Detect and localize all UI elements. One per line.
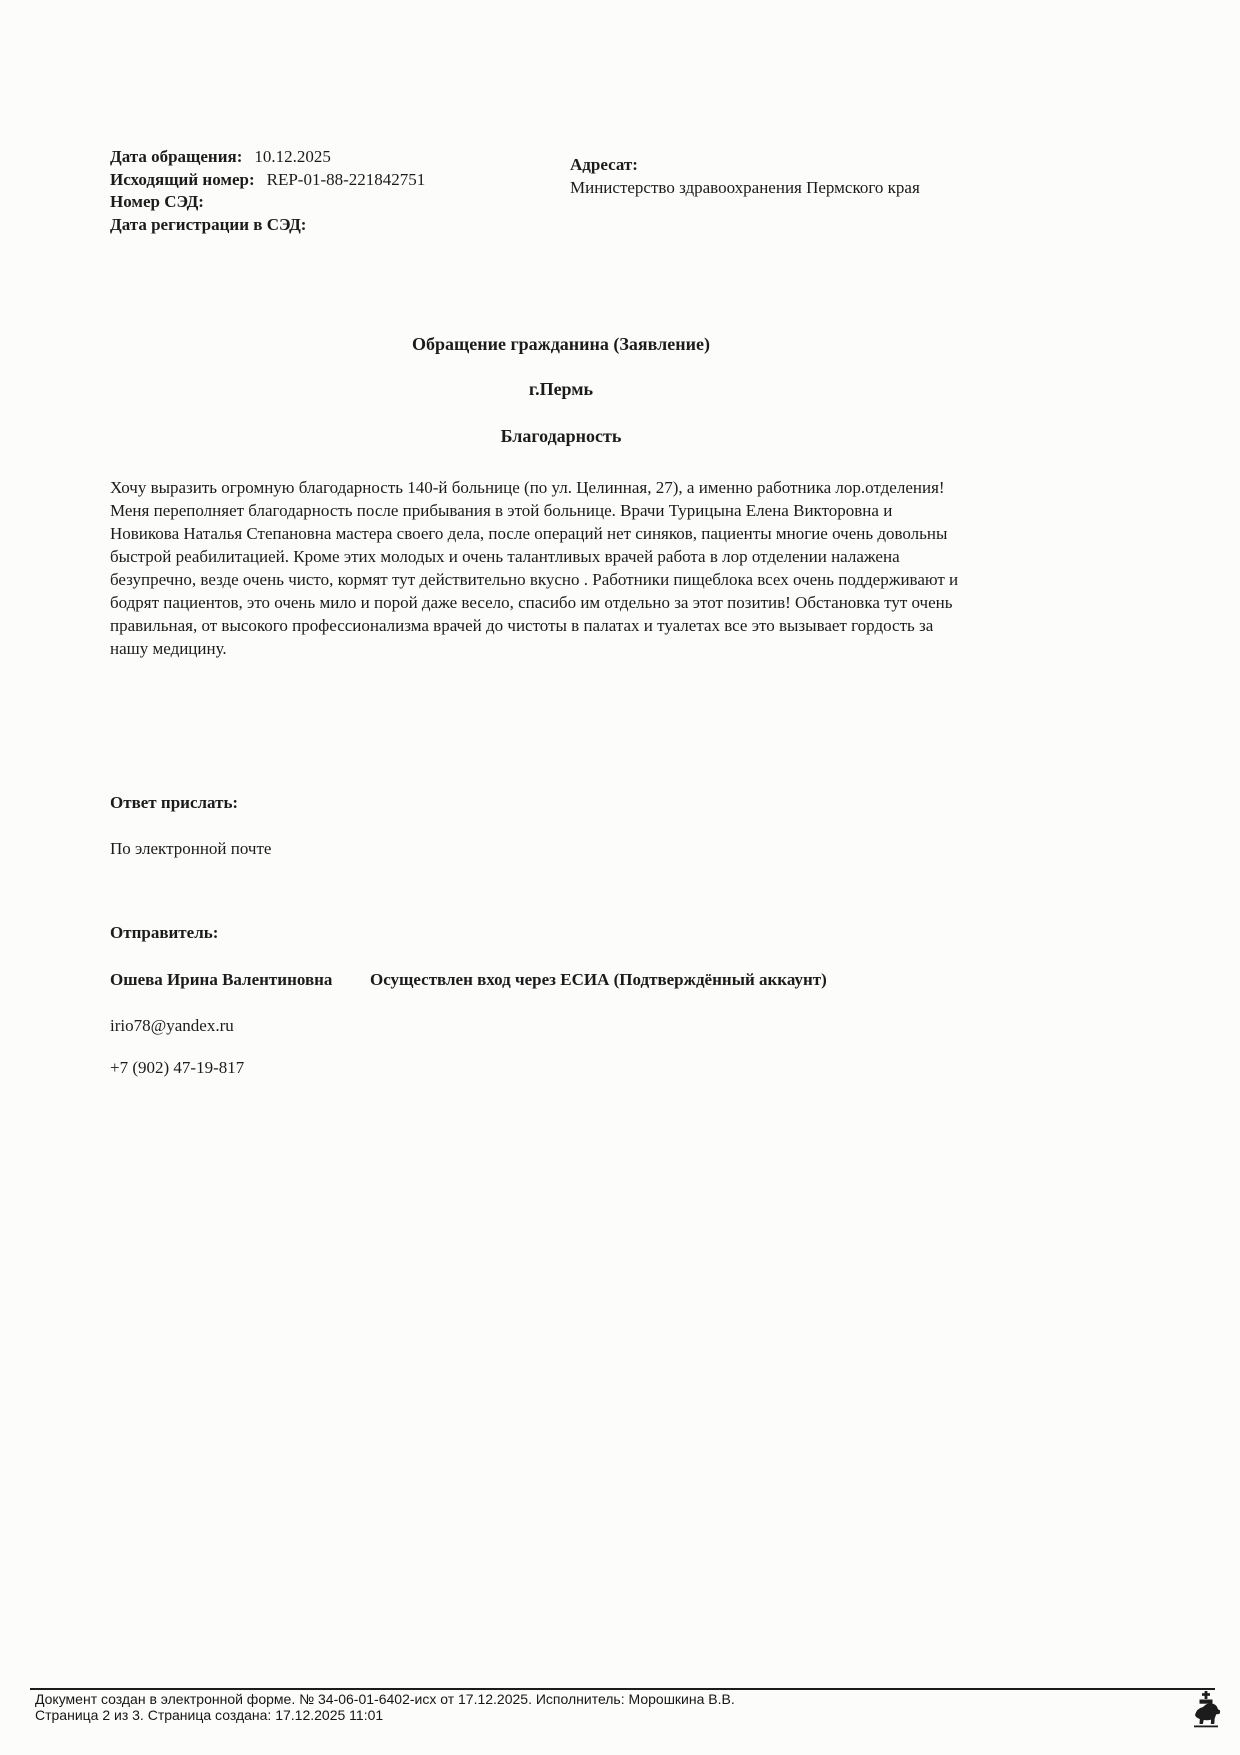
subject-title: Благодарность — [500, 426, 622, 446]
body-paragraph — [110, 476, 1040, 660]
body-line: быстрой реабилитацией. Кроме этих молодых и очень талантливых врачей работа в лор отделении налажена — [110, 547, 900, 566]
sender-email: irio78@yandex.ru — [110, 1016, 234, 1035]
reply-method-label: Ответ прислать: — [110, 793, 239, 812]
meta-field-label: Номер СЭД: — [110, 192, 204, 211]
meta-field-value: 10.12.2025 — [254, 147, 331, 166]
meta-row-outgoing-number — [110, 169, 425, 192]
body-line: Новикова Наталья Степановна мастера своего дела, после операций нет синяков, пациенты многие очень довольны — [110, 524, 948, 543]
footer-text-block — [35, 1692, 735, 1723]
addressee-block — [570, 153, 920, 199]
meta-row-sed-number — [110, 191, 425, 214]
addressee-label: Адресат: — [570, 155, 638, 174]
footer-line-2: Страница 2 из 3. Страница создана: 17.12.2025 11:01 — [35, 1706, 384, 1723]
footer-divider — [30, 1688, 1215, 1690]
sender-phone: +7 (902) 47-19-817 — [110, 1058, 245, 1077]
sender-name: Ошева Ирина Валентиновна — [110, 970, 333, 989]
body-line: Хочу выразить огромную благодарность 140-й больнице (по ул. Целинная, 27), а именно работника лор.отделения! — [110, 478, 945, 497]
footer-line-1: Документ создан в электронной форме. № 34-06-01-6402-исх от 17.12.2025. Исполнитель: Морошкина В.В. — [35, 1691, 735, 1707]
body-line: безупречно, везде очень чисто, кормят тут действительно вкусно . Работники пищеблока всех очень поддерживают и — [110, 570, 959, 589]
meta-field-label: Дата регистрации в СЭД: — [110, 214, 307, 234]
body-line: бодрят пациентов, это очень мило и порой даже весело, спасибо им отдельно за этот позитив! Обстановка тут очень — [110, 593, 953, 612]
addressee-value: Министерство здравоохранения Пермского края — [570, 178, 920, 197]
city-line: г.Пермь — [528, 379, 594, 399]
reply-method-value: По электронной почте — [110, 839, 272, 858]
body-line: правильная, от высокого профессионализма врачей до чистоты в палатах и туалетах все это вызывает гордость за — [110, 616, 934, 635]
esia-auth-note: Осуществлен вход через ЕСИА (Подтверждённый аккаунт) — [370, 970, 827, 989]
body-line: Меня переполняет благодарность после прибывания в этой больнице. Врачи Турицына Елена Викторовна и — [110, 501, 893, 520]
registration-meta-block — [110, 146, 425, 236]
meta-row-sed-registration-date — [110, 214, 425, 237]
document-title: Обращение гражданина (Заявление) — [412, 334, 710, 354]
perm-krai-emblem-icon — [1192, 1691, 1220, 1729]
meta-field-label: Исходящий номер: — [110, 169, 255, 189]
meta-field-value: REP-01-88-221842751 — [266, 169, 426, 189]
sender-label: Отправитель: — [110, 923, 219, 942]
body-line: нашу медицину. — [110, 639, 227, 658]
meta-field-label: Дата обращения: — [110, 147, 243, 166]
meta-row-request-date — [110, 146, 425, 169]
